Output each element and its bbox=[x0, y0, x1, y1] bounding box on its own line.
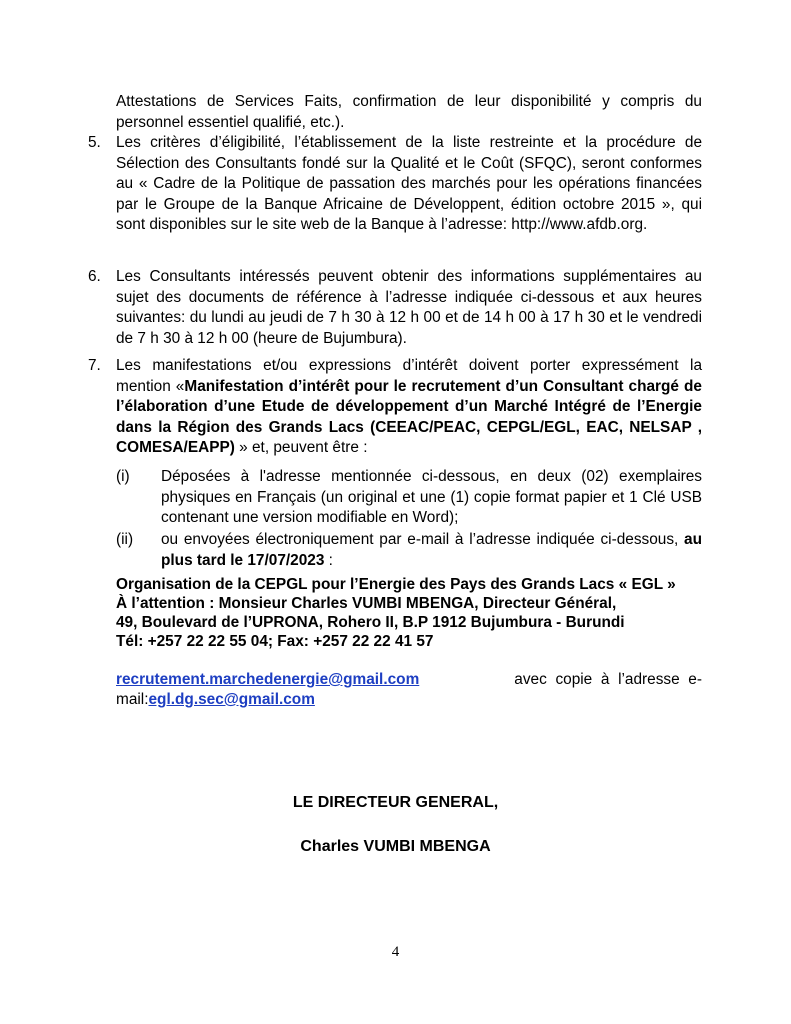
sub-item-ii-text bbox=[161, 530, 702, 571]
item-6-text: Les Consultants intéressés peuvent obtenir des informations supplémentaires au sujet des documents de référence à l’adresse indiquée ci-dessous et aux heures suivantes: du lundi au jeudi de 7 h 30 à 12 h 00 et de 14 h 00 à 17 h 30 et le vendredi de 7 h 30 à 12 h 00 (heure de Bujumbura). bbox=[116, 268, 702, 347]
sub-item-i-text: Déposées à l'adresse mentionnée ci-dessous, en deux (02) exemplaires physiques en Français (un original et une (1) copie format papier et 1 Clé USB contenant une version modifiable en Word); bbox=[161, 468, 702, 527]
item-7-intro: Les manifestations et/ou expressions d’intérêt doivent porter expressément la mention « bbox=[116, 357, 702, 395]
sub-item-i-number: (i) bbox=[116, 468, 130, 485]
email-link-dg[interactable]: egl.dg.sec@gmail.com bbox=[148, 691, 315, 708]
address-organisation: Organisation de la CEPGL pour l’Energie des Pays des Grands Lacs « EGL » bbox=[116, 576, 676, 593]
signature-title: LE DIRECTEUR GENERAL, bbox=[292, 794, 499, 811]
item-7-number: 7. bbox=[88, 357, 101, 374]
sub-item-ii-body: ou envoyées électroniquement par e-mail à l’adresse indiquée ci-dessous, bbox=[161, 531, 685, 548]
item-5-number: 5. bbox=[88, 134, 101, 151]
sub-item-ii-number: (ii) bbox=[116, 531, 134, 548]
item-6-number: 6. bbox=[88, 268, 101, 285]
address-attention: À l’attention : Monsieur Charles VUMBI MBENGA, Directeur Général, bbox=[116, 595, 617, 612]
deadline: au plus tard le 17/07/2023 bbox=[161, 531, 702, 569]
email-link-recrutement[interactable]: recrutement.marchedenergie@gmail.com bbox=[116, 671, 420, 688]
email-paragraph bbox=[116, 670, 702, 710]
address-street: 49, Boulevard de l’UPRONA, Rohero II, B.P 1912 Bujumbura - Burundi bbox=[116, 614, 625, 631]
signature-name: Charles VUMBI MBENGA bbox=[300, 838, 491, 855]
page-number: 4 bbox=[391, 944, 400, 960]
item-7-outro: » et, peuvent être : bbox=[234, 439, 368, 457]
item-7-subject: Manifestation d’intérêt pour le recrutement d’un Consultant chargé de l’élaboration d’une Etude de développement d’un Marché Intégré de l’Energie dans la Région des Grands Lacs (CEEAC/PEAC, CEPGL/EGL, EAC, NELSAP , COMESA/EAPP) bbox=[116, 377, 702, 457]
paragraph-continuation: Attestations de Services Faits, confirmation de leur disponibilité y compris du personnel essentiel qualifié, etc.). bbox=[116, 93, 702, 131]
address-phone-fax: Tél: +257 22 22 55 04; Fax: +257 22 22 41 57 bbox=[116, 633, 434, 650]
email-copy-text: avec copie à l’adresse e-mail: bbox=[116, 671, 702, 708]
sub-item-ii-end: : bbox=[324, 551, 333, 569]
item-5-text: Les critères d’éligibilité, l’établissement de la liste restreinte et la procédure de Sélection des Consultants fondé sur la Qualité et le Coût (SFQC), seront conformes au « Cadre de la Politique de passation des marchés pour les opérations financées par le Groupe de la Banque Africaine de Développent, édition octobre 2015 », qui sont disponibles sur le site web de la Banque à l’adresse: http://www.afdb.org. bbox=[116, 134, 702, 234]
item-7-text bbox=[116, 356, 702, 459]
